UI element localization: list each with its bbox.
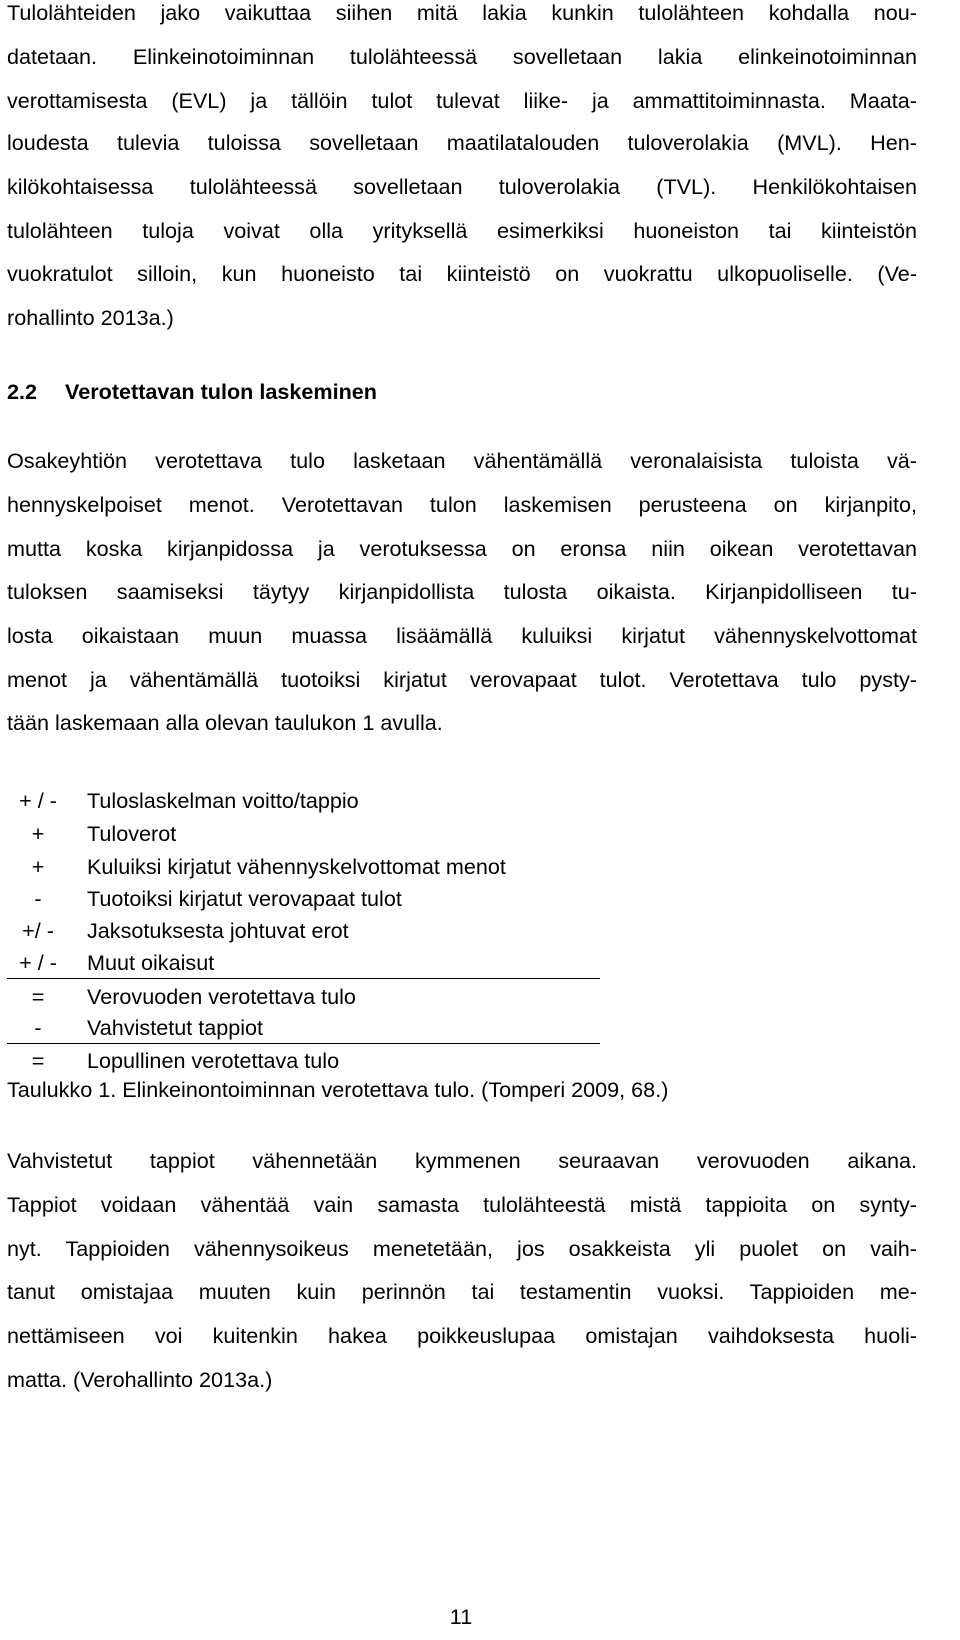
paragraph-line: nyt. Tappioiden vähennysoikeus menetetään, jos osakkeista yli puolet on vaih- [7,1236,917,1261]
table-label: Lopullinen verotettava tulo [87,1048,340,1073]
table-row [7,788,607,814]
table-sign: - [34,886,42,911]
table-row [7,984,607,1010]
table-sign: = [31,1048,45,1073]
paragraph-line: rohallinto 2013a.) [7,305,174,330]
table-sum-rule [7,978,600,979]
table-sign: + [31,854,45,879]
table-sign: +/ - [22,918,54,943]
section-heading [7,378,377,406]
paragraph-line: Osakeyhtiön verotettava tulo lasketaan vähentämällä veronalaisista tuloista vä- [7,448,917,473]
table-sign: + / - [19,788,57,813]
section-title: Verotettavan tulon laskeminen [65,379,378,404]
paragraph-line: tulolähteen tuloja voivat olla yrityksellä esimerkiksi huoneiston tai kiinteistön [7,218,917,243]
paragraph-line: menot ja vähentämällä tuotoiksi kirjatut verovapaat tulot. Verotettava tulo pysty- [7,667,917,692]
table-sign: + [31,821,45,846]
paragraph-line: Tappiot voidaan vähentää vain samasta tulolähteestä mistä tappioita on synty- [7,1192,917,1217]
paragraph-line: hennyskelpoiset menot. Verotettavan tulon laskemisen perusteena on kirjanpito, [7,492,917,517]
paragraph-line: verottamisesta (EVL) ja tällöin tulot tulevat liike- ja ammattitoiminnasta. Maata- [7,88,917,113]
table-row [7,918,607,944]
table-row [7,821,607,847]
table-row [7,1015,607,1041]
paragraph-line: kilökohtaisessa tulolähteessä sovelletaan tuloverolakia (TVL). Henkilökohtaisen [7,174,917,199]
paragraph-line: nettämiseen voi kuitenkin hakea poikkeuslupaa omistajan vaihdoksesta huoli- [7,1323,917,1348]
paragraph-line: losta oikaistaan muun muassa lisäämällä kuluiksi kirjatut vähennyskelvottomat [7,623,917,648]
section-number: 2.2 [7,379,38,404]
table-sign: - [34,1015,42,1040]
table-label: Verovuoden verotettava tulo [87,984,356,1009]
table-sign: = [31,984,45,1009]
paragraph-line: tanut omistajaa muuten kuin perinnön tai testamentin vuoksi. Tappioiden me- [7,1279,917,1304]
table-sum-rule [7,1043,600,1044]
paragraph-line: Vahvistetut tappiot vähennetään kymmenen seuraavan verovuoden aikana. [7,1148,917,1173]
table-label: Vahvistetut tappiot [87,1015,264,1040]
paragraph-line: matta. (Verohallinto 2013a.) [7,1367,273,1392]
table-row [7,854,607,880]
table-label: Tuloslaskelman voitto/tappio [87,788,359,813]
paragraph-line: mutta koska kirjanpidossa ja verotuksessa on eronsa niin oikean verotettavan [7,536,917,561]
paragraph-line: loudesta tulevia tuloissa sovelletaan maatilatalouden tuloverolakia (MVL). Hen- [7,130,917,155]
paragraph-line: vuokratulot silloin, kun huoneisto tai kiinteistö on vuokrattu ulkopuoliselle. (Ve- [7,261,917,286]
table-label: Tuloverot [87,821,177,846]
table-sign: + / - [19,950,57,975]
paragraph-line: Tulolähteiden jako vaikuttaa siihen mitä lakia kunkin tulolähteen kohdalla nou- [7,0,917,25]
table-row [7,1048,607,1074]
table-caption: Taulukko 1. Elinkeinontoiminnan verotettava tulo. (Tomperi 2009, 68.) [7,1077,669,1102]
paragraph-line: datetaan. Elinkeinotoiminnan tulolähteessä sovelletaan lakia elinkeinotoiminnan [7,44,917,69]
table-label: Tuotoiksi kirjatut verovapaat tulot [87,886,402,911]
paragraph-line: tuloksen saamiseksi täytyy kirjanpidollista tulosta oikaista. Kirjanpidolliseen tu- [7,579,917,604]
paragraph-line: tään laskemaan alla olevan taulukon 1 avulla. [7,710,443,735]
table-label: Kuluiksi kirjatut vähennyskelvottomat menot [87,854,506,879]
page-number: 11 [449,1604,473,1629]
table-label: Muut oikaisut [87,950,215,975]
table-label: Jaksotuksesta johtuvat erot [87,918,349,943]
table-row [7,886,607,912]
table-row [7,950,607,976]
